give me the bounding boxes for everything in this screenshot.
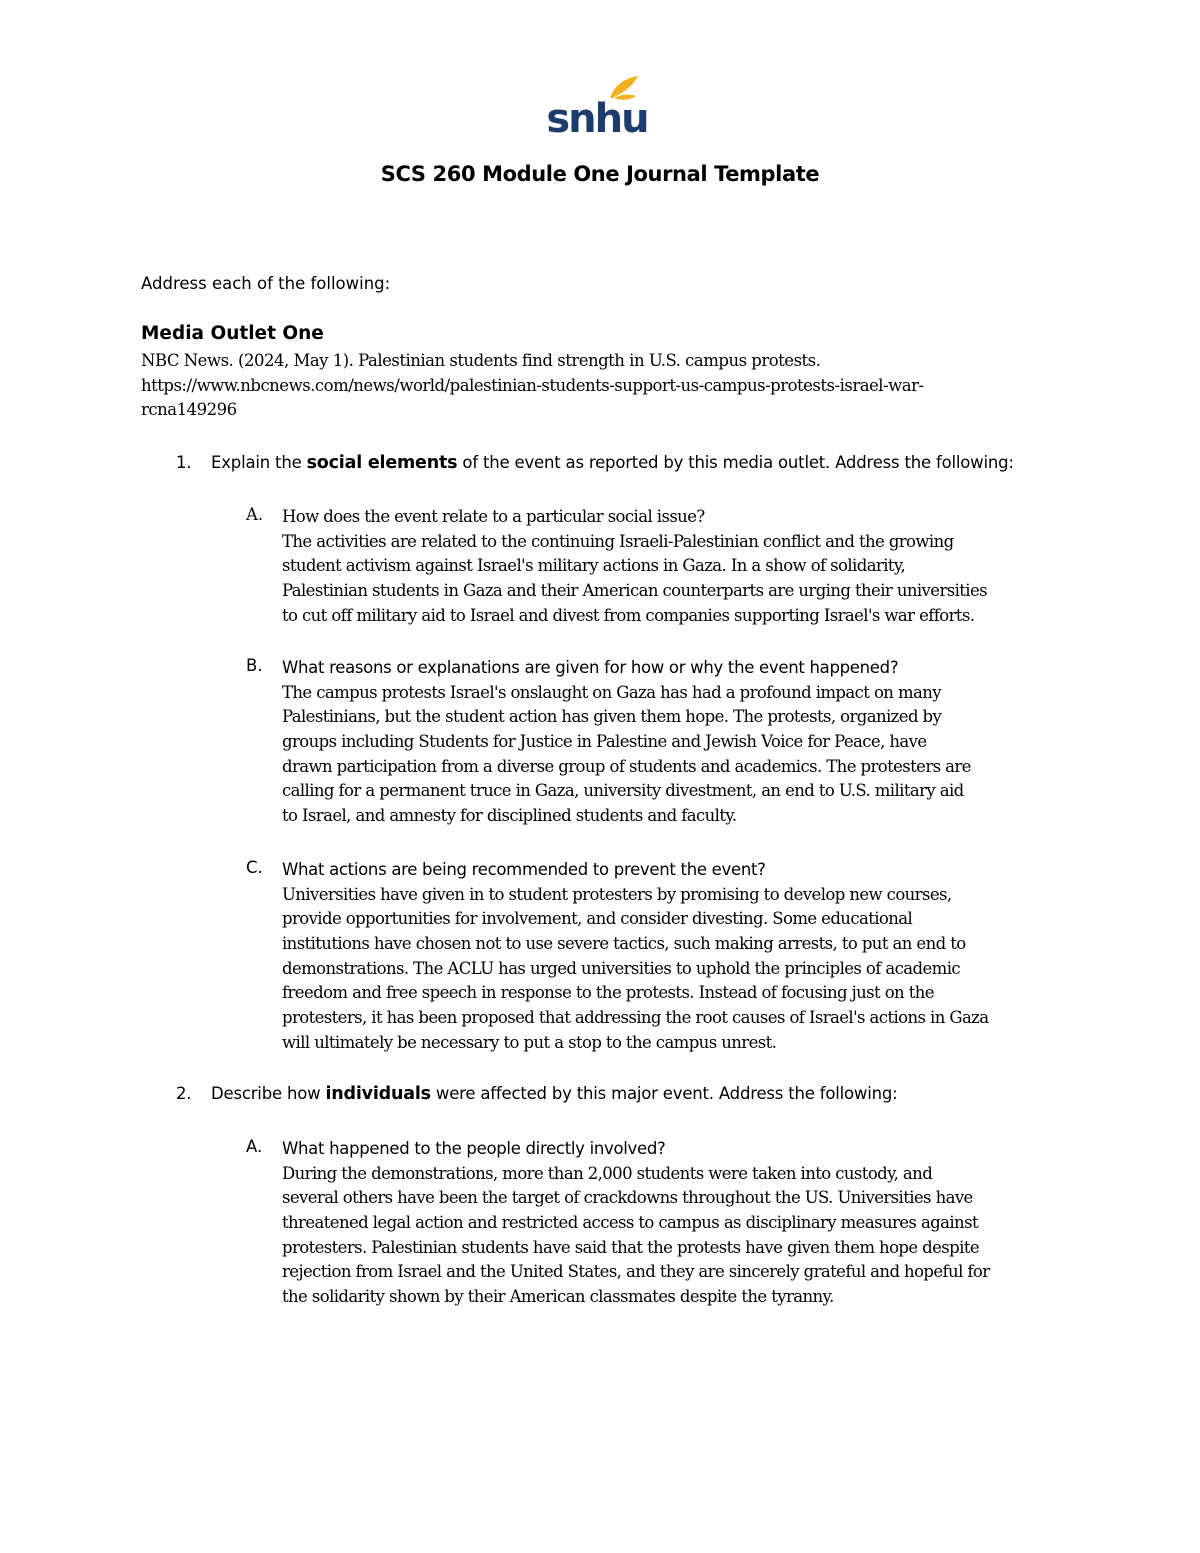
sub-question-text: How does the event relate to a particular social issue? bbox=[282, 507, 705, 526]
answer-text: Universities have given in to student protesters by promising to develop new courses, provide opportunities for involvement, and consider divesting. Some educational institutions have chosen not to use severe tactics, such making arrests, to put an end to demonstrations. The ACLU has urged universities to uphold the principles of academic freedom and free speech in response to the protests. Instead of focusing just on the protesters, it has been proposed that addressing the root causes of Israel's actions in Gaza will ultimately be necessary to put a stop to the campus unrest. bbox=[282, 884, 989, 1052]
sub-question-text: What happened to the people directly involved? bbox=[282, 1139, 666, 1158]
sub-question-letter: A. bbox=[246, 1137, 263, 1156]
citation-line: NBC News. (2024, May 1). Palestinian students find strength in U.S. campus protests. bbox=[141, 351, 821, 370]
question-suffix: were affected by this major event. Address the following: bbox=[430, 1084, 898, 1103]
answer-text: During the demonstrations, more than 2,000 students were taken into custody, and several others have been the target of crackdowns throughout the US. Universities have threatened legal action and restricted access to campus as disciplinary measures against protesters. Palestinian students have said that the protests have given them hope despite rejection from Israel and the United States, and they are sincerely grateful and hopeful for the solidarity shown by their American classmates despite the tyranny. bbox=[282, 1163, 990, 1307]
citation-url-continued: rcna149296 bbox=[141, 400, 237, 419]
citation-url: https://www.nbcnews.com/news/world/palestinian-students-support-us-campus-protests-israel-war- bbox=[141, 375, 924, 395]
sub-question-2a bbox=[246, 1137, 1076, 1310]
media-outlet-heading: Media Outlet One bbox=[141, 323, 324, 344]
question-number: 1. bbox=[176, 453, 192, 472]
sub-question-1a bbox=[246, 505, 1076, 628]
question-prefix: Describe how bbox=[211, 1084, 326, 1103]
leaf-icon bbox=[610, 76, 638, 98]
question-2 bbox=[176, 1084, 898, 1104]
sub-question-1c bbox=[246, 858, 1076, 1055]
answer-text: The campus protests Israel's onslaught on Gaza has had a profound impact on many Palestinians, but the student action has given them hope. The protests, organized by groups including Students for Justice in Palestine and Jewish Voice for Peace, have drawn participation from a diverse group of students and academics. The protesters are calling for a permanent truce in Gaza, university divestment, an end to U.S. military aid to Israel, and amnesty for disciplined students and faculty. bbox=[282, 682, 971, 826]
sub-question-text: What reasons or explanations are given for how or why the event happened? bbox=[282, 658, 899, 677]
intro-text: Address each of the following: bbox=[141, 274, 391, 293]
page-title: SCS 260 Module One Journal Template bbox=[380, 162, 820, 186]
snhu-logo-mark bbox=[546, 72, 648, 142]
sub-question-letter: C. bbox=[246, 858, 263, 877]
sub-question-1b bbox=[246, 656, 1076, 829]
answer-text: The activities are related to the continuing Israeli-Palestinian conflict and the growing student activism against Israel's military actions in Gaza. In a show of solidarity, Palestinian students in Gaza and their American counterparts are urging their universities to cut off military aid to Israel and divest from companies supporting Israel's war efforts. bbox=[282, 531, 988, 625]
sub-question-letter: B. bbox=[246, 656, 263, 675]
question-emphasis: social elements bbox=[306, 453, 458, 473]
sub-question-text: What actions are being recommended to prevent the event? bbox=[282, 860, 766, 879]
logo-wordmark: snhu bbox=[546, 96, 648, 142]
question-suffix: of the event as reported by this media outlet. Address the following: bbox=[457, 453, 1014, 472]
citation bbox=[141, 349, 1041, 423]
question-prefix: Explain the bbox=[211, 453, 307, 472]
question-1 bbox=[176, 453, 1014, 473]
snhu-logo bbox=[546, 72, 648, 142]
sub-question-letter: A. bbox=[246, 505, 264, 524]
question-emphasis: individuals bbox=[325, 1084, 431, 1104]
question-number: 2. bbox=[176, 1084, 192, 1103]
